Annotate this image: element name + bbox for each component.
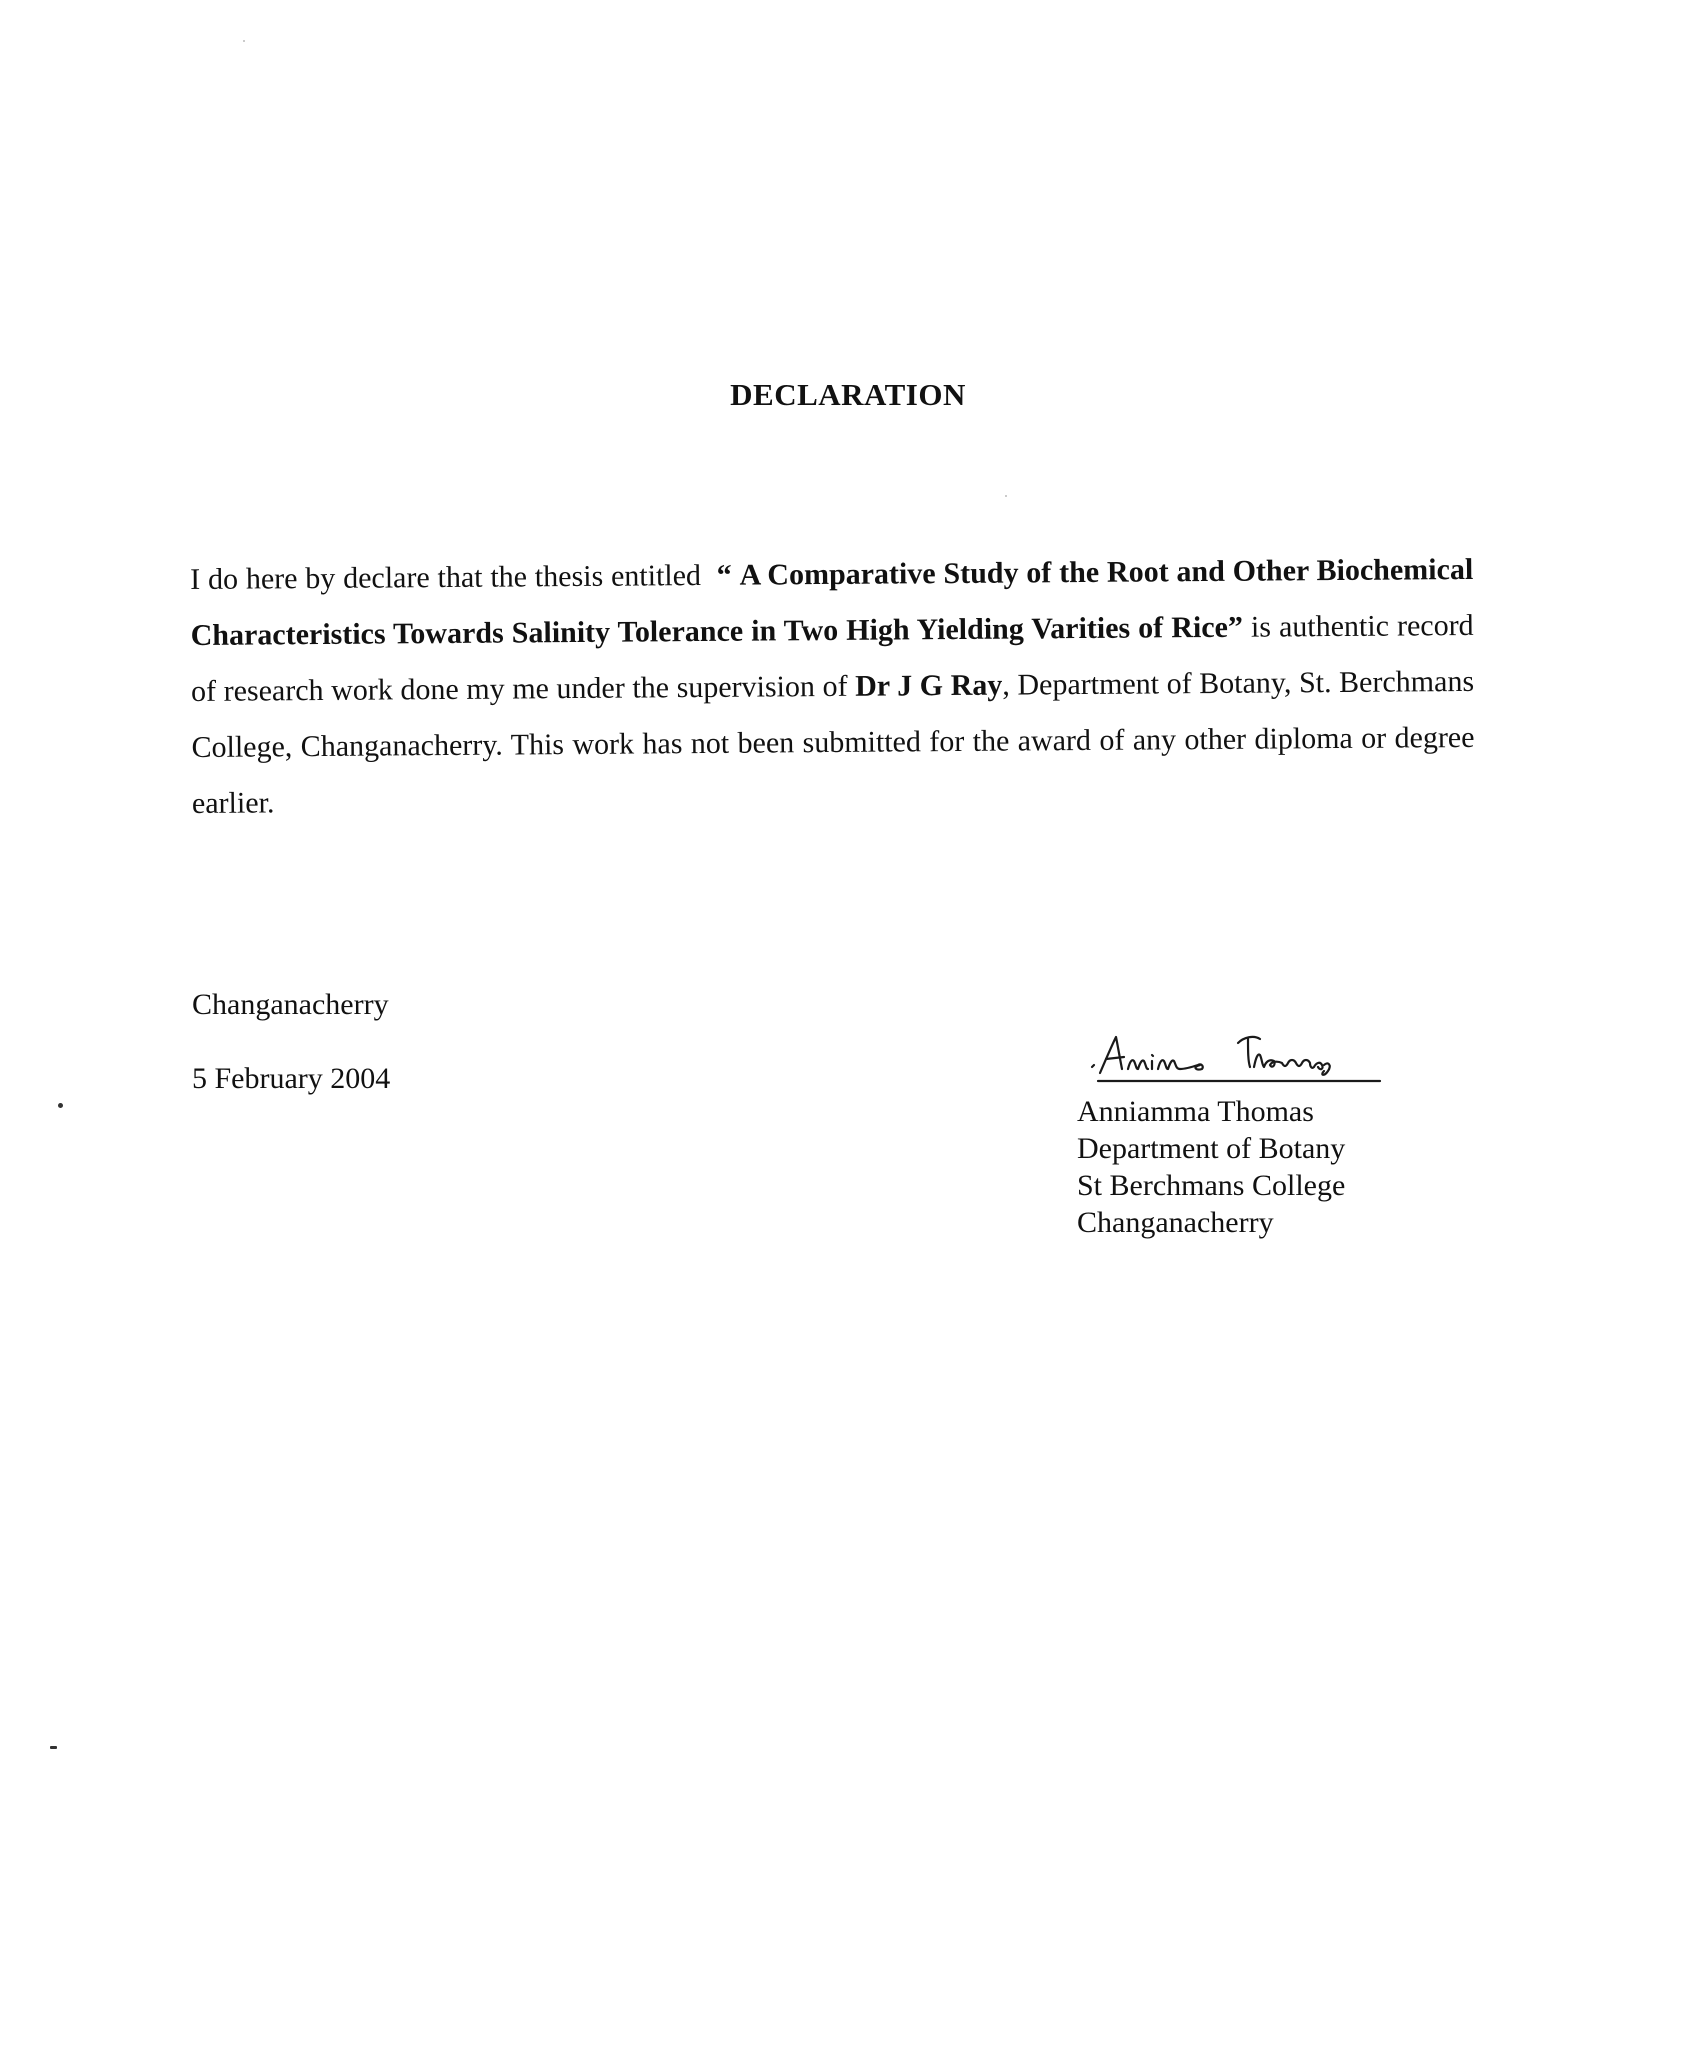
supervisor-name: Dr J G Ray bbox=[854, 668, 1003, 703]
declaration-intro: I do here by declare that the thesis entitled bbox=[190, 558, 702, 596]
signatory-name: Anniamma Thomas bbox=[1077, 1095, 1314, 1128]
scan-speck bbox=[1005, 495, 1007, 497]
handwritten-signature bbox=[1088, 1025, 1388, 1085]
place-line: Changanacherry bbox=[192, 988, 389, 1021]
page-title: DECLARATION bbox=[730, 377, 966, 412]
signatory-college: St Berchmans College bbox=[1077, 1169, 1346, 1202]
thesis-title: A Comparative Study of the Root and Other Biochemical Characteristics Towards Salinity Tolerance in Two High Yielding Varities of Rice bbox=[190, 552, 1474, 652]
date-line: 5 February 2004 bbox=[192, 1062, 391, 1095]
signatory-department: Department of Botany bbox=[1077, 1132, 1346, 1165]
close-quote: ” bbox=[1227, 610, 1244, 644]
declaration-middle: is authentic record of research work done my me under the supervision of bbox=[190, 608, 1474, 708]
scan-speck bbox=[58, 1103, 63, 1108]
signatory-city: Changanacherry bbox=[1077, 1206, 1274, 1239]
scan-speck bbox=[50, 1746, 57, 1749]
declaration-rest: , Department of Botany, St. Berchmans College, Changanacherry. This work has not been submitted for the award of any other diploma or degree earlier. bbox=[191, 664, 1475, 820]
scan-speck bbox=[243, 40, 245, 42]
signatory-block bbox=[1077, 1093, 1345, 1241]
open-quote: “ bbox=[716, 558, 732, 592]
declaration-paragraph bbox=[190, 542, 1475, 832]
